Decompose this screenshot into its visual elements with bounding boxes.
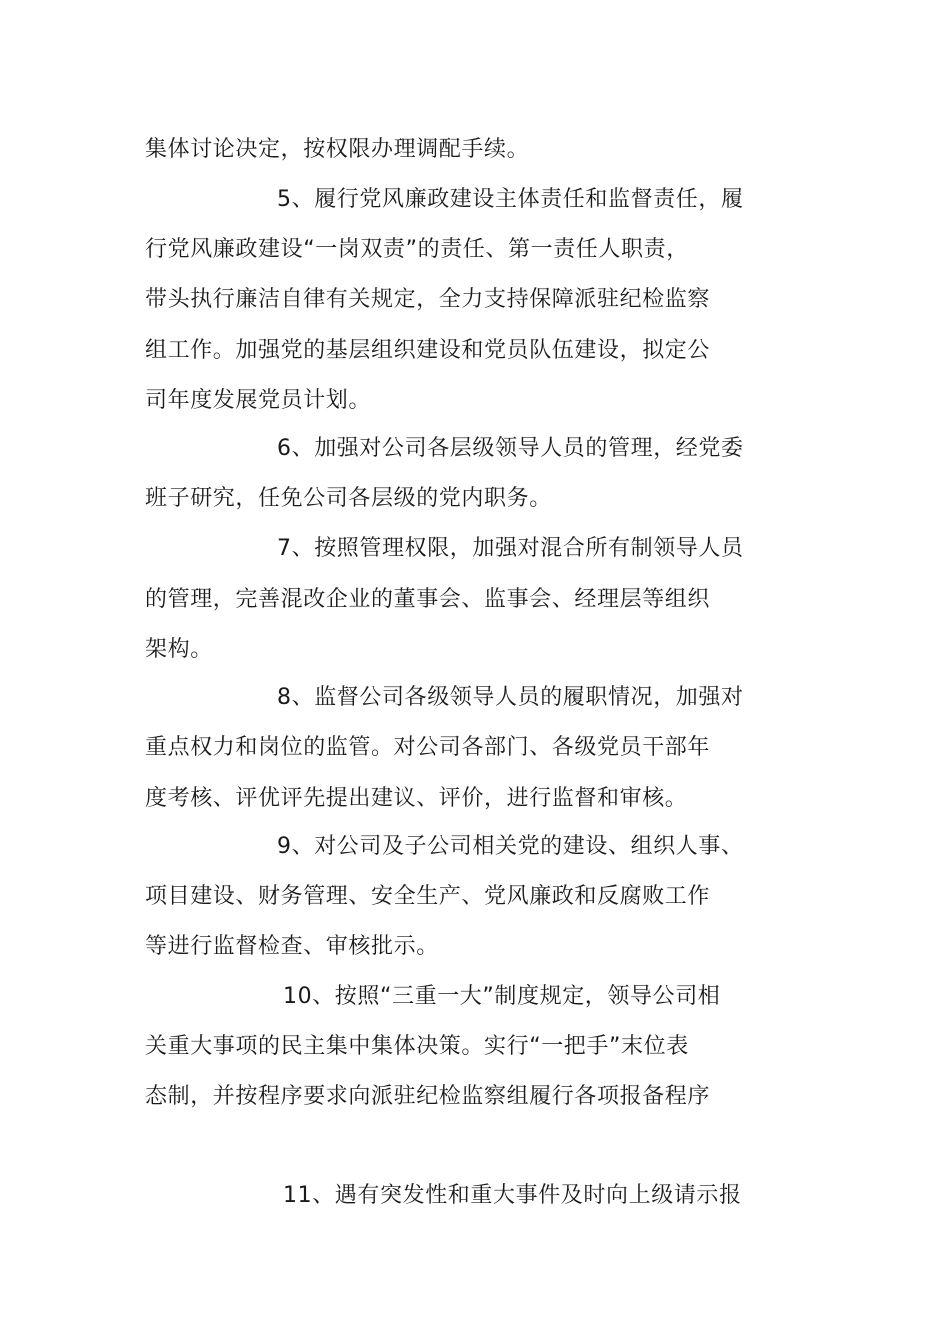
paragraph-8-first-line: 8、监督公司各级领导人员的履职情况，加强对 <box>277 685 744 710</box>
text-line: 度考核、评优评先提出建议、评价，进行监督和审核。 <box>145 786 688 811</box>
text-line: 的管理，完善混改企业的董事会、监事会、经理层等组织 <box>145 587 711 612</box>
paragraph-11-first-line: 11、遇有突发性和重大事件及时向上级请示报 <box>283 1183 742 1208</box>
text-line: 架构。 <box>145 637 213 662</box>
text-line: 关重大事项的民主集中集体决策。实行“一把手”末位表 <box>145 1034 689 1059</box>
text-line: 等进行监督检查、审核批示。 <box>145 934 439 959</box>
text-line: 班子研究，任免公司各层级的党内职务。 <box>145 486 552 511</box>
text-line: 带头执行廉洁自律有关规定，全力支持保障派驻纪检监察 <box>145 287 711 312</box>
text-line: 重点权力和岗位的监管。对公司各部门、各级党员干部年 <box>145 735 711 760</box>
text-line: 组工作。加强党的基层组织建设和党员队伍建设，拟定公 <box>145 338 711 363</box>
text-line: 项目建设、财务管理、安全生产、党风廉政和反腐败工作 <box>145 884 711 909</box>
text-line: 行党风廉政建设“一岗双责”的责任、第一责任人职责， <box>145 237 689 262</box>
paragraph-6-first-line: 6、加强对公司各层级领导人员的管理，经党委 <box>277 436 744 461</box>
text-line: 集体讨论决定，按权限办理调配手续。 <box>145 137 530 162</box>
paragraph-5-first-line: 5、履行党风廉政建设主体责任和监督责任，履 <box>277 187 744 212</box>
text-line: 司年度发展党员计划。 <box>145 388 372 413</box>
paragraph-9-first-line: 9、对公司及子公司相关党的建设、组织人事、 <box>277 834 744 859</box>
text-line: 态制，并按程序要求向派驻纪检监察组履行各项报备程序 <box>145 1084 711 1109</box>
paragraph-7-first-line: 7、按照管理权限，加强对混合所有制领导人员 <box>277 536 744 561</box>
paragraph-10-first-line: 10、按照“三重一大”制度规定，领导公司相 <box>283 984 721 1009</box>
